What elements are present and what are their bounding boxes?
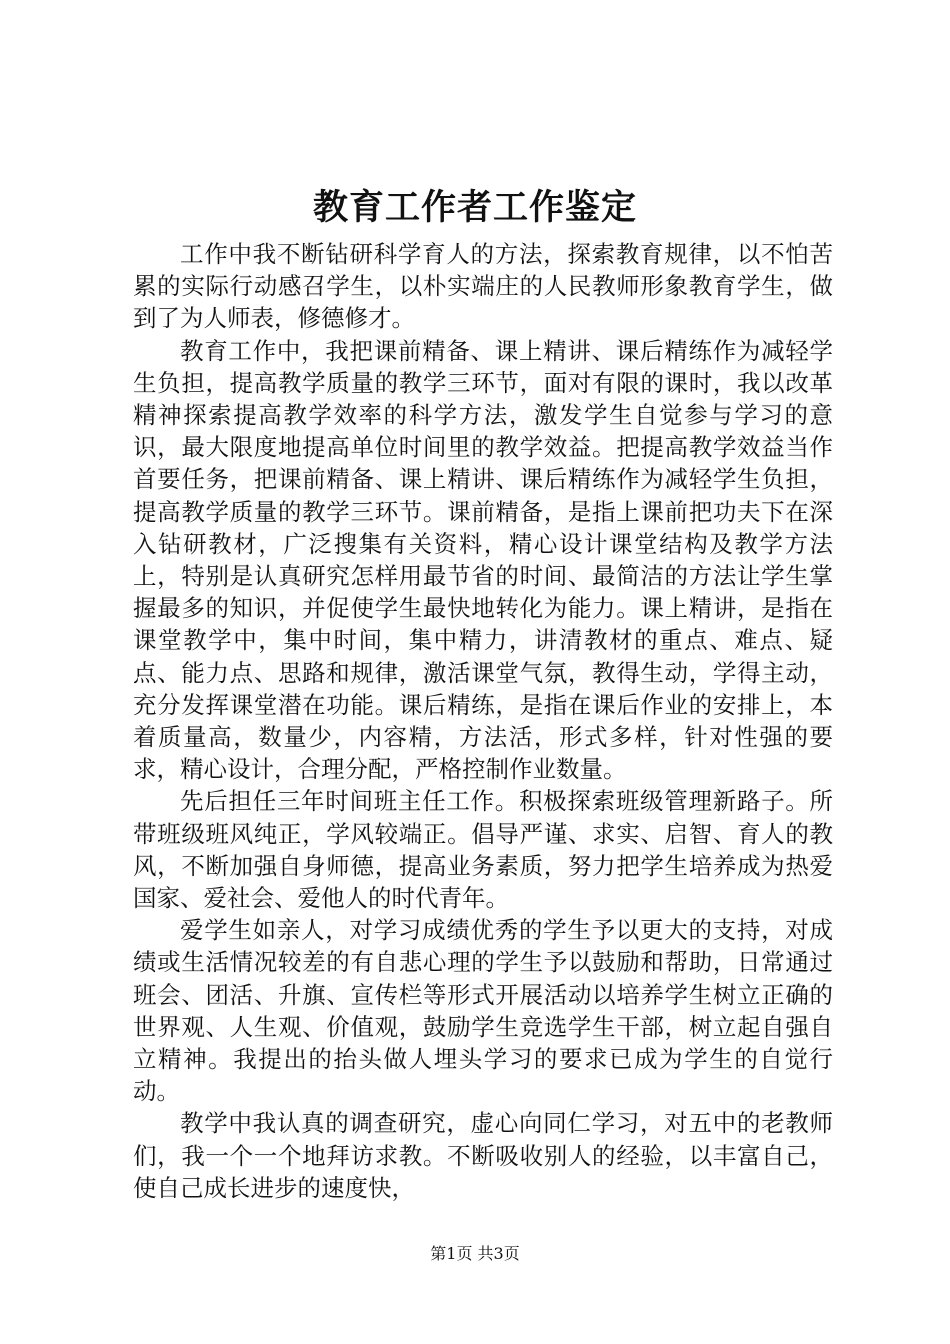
- paragraph: 工作中我不断钻研科学育人的方法，探索教育规律，以不怕苦累的实际行动感召学生，以朴实端庄的人民教师形象教育学生，做到了为人师表，修德修才。: [133, 240, 833, 333]
- paragraph: 教育工作中，我把课前精备、课上精讲、课后精练作为减轻学生负担，提高教学质量的教学三环节，面对有限的课时，我以改革精神探索提高教学效率的科学方法，激发学生自觉参与学习的意识，最大限度地提高单位时间里的教学效益。把提高教学效益当作首要任务，把课前精备、课上精讲、课后精练作为减轻学生负担，提高教学质量的教学三环节。课前精备，是指上课前把功夫下在深入钻研教材，广泛搜集有关资料，精心设计课堂结构及教学方法上，特别是认真研究怎样用最节省的时间、最简洁的方法让学生掌握最多的知识，并促使学生最快地转化为能力。课上精讲，是指在课堂教学中，集中时间，集中精力，讲清教材的重点、难点、疑点、能力点、思路和规律，激活课堂气氛，教得生动，学得主动，充分发挥课堂潜在功能。课后精练，是指在课后作业的安排上，本着质量高，数量少，内容精，方法活，形式多样，针对性强的要求，精心设计，合理分配，严格控制作业数量。: [133, 336, 833, 784]
- page-number: 第1页 共3页: [430, 1244, 520, 1263]
- document-body: [133, 238, 833, 1204]
- page-title: 教育工作者工作鉴定: [312, 187, 637, 228]
- paragraph: 先后担任三年时间班主任工作。积极探索班级管理新路子。所带班级班风纯正，学风较端正。倡导严谨、求实、启智、育人的教风，不断加强自身师德，提高业务素质，努力把学生培养成为热爱国家、爱社会、爱他人的时代青年。: [133, 787, 833, 913]
- paragraph: 教学中我认真的调查研究，虚心向同仁学习，对五中的老教师们，我一个一个地拜访求教。不断吸收别人的经验，以丰富自己，使自己成长进步的速度快，: [133, 1109, 833, 1202]
- paragraph: 爱学生如亲人，对学习成绩优秀的学生予以更大的支持，对成绩或生活情况较差的有自悲心理的学生予以鼓励和帮助，日常通过班会、团活、升旗、宣传栏等形式开展活动以培养学生树立正确的世界观、人生观、价值观，鼓励学生竞选学生干部，树立起自强自立精神。我提出的抬头做人埋头学习的要求已成为学生的自觉行动。: [133, 916, 833, 1106]
